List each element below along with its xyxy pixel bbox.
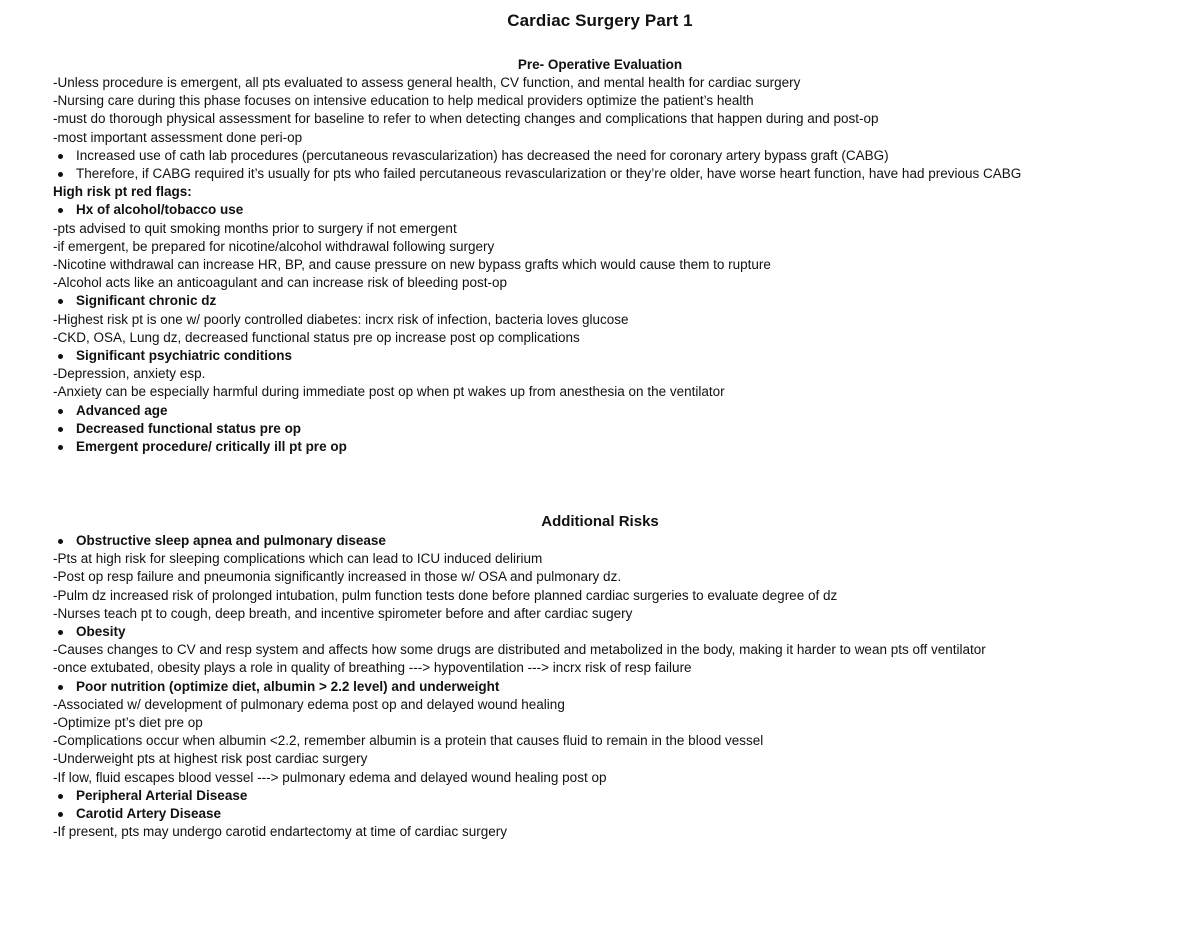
text-line: -Highest risk pt is one w/ poorly controlled diabetes: incrx risk of infection, bacteria loves glucose: [53, 311, 629, 327]
text-line: -Anxiety can be especially harmful during immediate post op when pt wakes up from anesthesia on the ventilator: [53, 384, 725, 400]
bullet-item: Emergent procedure/ critically ill pt pre op: [53, 438, 1163, 456]
text-line: -Nicotine withdrawal can increase HR, BP, and cause pressure on new bypass grafts which would cause them to rupture: [53, 257, 771, 273]
bullet-item: Increased use of cath lab procedures (percutaneous revascularization) has decreased the need for coronary artery bypass graft (CABG): [53, 147, 1163, 165]
text-line: -Alcohol acts like an anticoagulant and can increase risk of bleeding post-op: [53, 275, 508, 291]
additional-risks-section: [53, 511, 1163, 841]
text-line: -most important assessment done peri-op: [53, 129, 303, 145]
text-line: -If low, fluid escapes blood vessel ---> pulmonary edema and delayed wound healing post op: [53, 769, 607, 785]
text-line: -must do thorough physical assessment for baseline to refer to when detecting changes and complications that happen during and post-op: [53, 111, 879, 127]
text-line: -if emergent, be prepared for nicotine/alcohol withdrawal following surgery: [53, 238, 495, 254]
subheading: High risk pt red flags:: [53, 184, 192, 200]
bullet-item: Decreased functional status pre op: [53, 420, 1163, 438]
text-line: -Pts at high risk for sleeping complications which can lead to ICU induced delirium: [53, 551, 543, 567]
text-line: -CKD, OSA, Lung dz, decreased functional status pre op increase post op complications: [53, 329, 580, 345]
text-line: -If present, pts may undergo carotid endartectomy at time of cardiac surgery: [53, 824, 507, 840]
text-line: -Associated w/ development of pulmonary edema post op and delayed wound healing: [53, 696, 565, 712]
bullet-item: Poor nutrition (optimize diet, albumin > 2.2 level) and underweight: [53, 678, 1163, 696]
bullet-item: Carotid Artery Disease: [53, 805, 1163, 823]
pre-operative-evaluation-section: [53, 55, 1163, 456]
text-line: -Depression, anxiety esp.: [53, 366, 206, 382]
text-line: -once extubated, obesity plays a role in quality of breathing ---> hypoventilation ---> incrx risk of resp failure: [53, 660, 692, 676]
text-line: -pts advised to quit smoking months prior to surgery if not emergent: [53, 220, 457, 236]
document-title: Cardiac Surgery Part 1: [507, 11, 693, 30]
bullet-item: Obesity: [53, 623, 1163, 641]
text-line: -Optimize pt’s diet pre op: [53, 715, 203, 731]
bullet-item: Peripheral Arterial Disease: [53, 787, 1163, 805]
text-line: -Pulm dz increased risk of prolonged intubation, pulm function tests done before planned cardiac surgeries to evaluate degree of dz: [53, 587, 838, 603]
text-line: -Nursing care during this phase focuses on intensive education to help medical providers optimize the patient’s health: [53, 93, 754, 109]
bullet-item: Significant chronic dz: [53, 292, 1163, 310]
text-line: -Complications occur when albumin <2.2, remember albumin is a protein that causes fluid to remain in the blood vessel: [53, 733, 764, 749]
bullet-item: Obstructive sleep apnea and pulmonary disease: [53, 532, 1163, 550]
text-line: -Unless procedure is emergent, all pts evaluated to assess general health, CV function, and mental health for cardiac surgery: [53, 75, 801, 90]
section-heading: Pre- Operative Evaluation: [517, 57, 683, 72]
bullet-item: Significant psychiatric conditions: [53, 347, 1163, 365]
bullet-item: Advanced age: [53, 402, 1163, 420]
bullet-item: Hx of alcohol/tobacco use: [53, 201, 1163, 219]
text-line: -Causes changes to CV and resp system and affects how some drugs are distributed and metabolized in the body, making it harder to wean pts off ventilator: [53, 642, 986, 658]
bullet-item: Therefore, if CABG required it’s usually for pts who failed percutaneous revascularization or they’re older, have worse heart function, have had previous CABG: [53, 165, 1163, 183]
text-line: -Underweight pts at highest risk post cardiac surgery: [53, 751, 368, 767]
text-line: -Post op resp failure and pneumonia significantly increased in those w/ OSA and pulmonary dz.: [53, 569, 622, 585]
text-line: -Nurses teach pt to cough, deep breath, and incentive spirometer before and after cardiac sugery: [53, 605, 633, 621]
section-heading: Additional Risks: [541, 513, 659, 530]
